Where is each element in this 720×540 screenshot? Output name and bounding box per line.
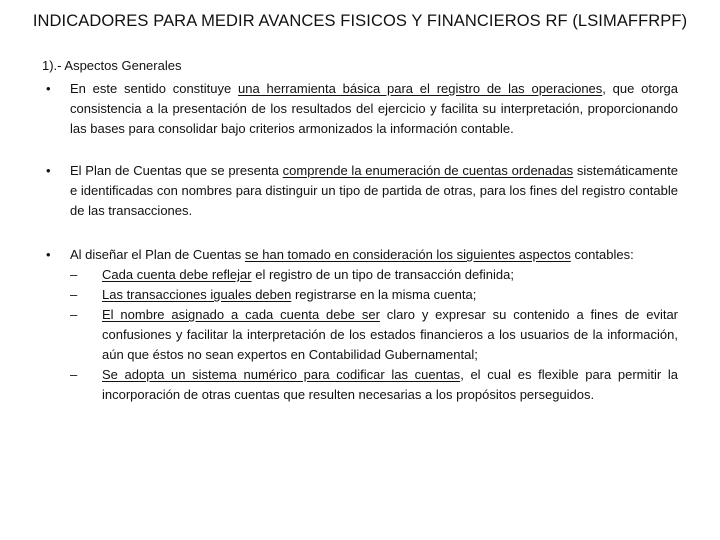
bullet-item-3 [42, 245, 678, 405]
text-run: El Plan de Cuentas que se presenta [70, 163, 283, 178]
text-run: contables: [570, 247, 634, 262]
underlined-text: una herramienta básica para el registro de las operaciones [238, 81, 603, 96]
text-run: Al diseñar el Plan de Cuentas [70, 247, 245, 262]
text-run: el registro de un tipo de transacción definida; [251, 267, 514, 282]
bullet-icon: • [46, 163, 51, 178]
text-run: claro y expresar su contenido a fines de evitar confusiones y facilitar la interpretación de los estados financieros a los usuarios de la información, aún que éstos no sean expertos en Contabilidad Gubernamental; [102, 307, 679, 362]
underlined-text: El nombre asignado a cada cuenta debe ser [102, 307, 380, 322]
bullet-icon: • [46, 247, 51, 262]
sub-list-item [70, 285, 678, 305]
bullet-text-3 [70, 245, 678, 265]
bullet-text-2 [70, 161, 678, 221]
dash-icon: – [70, 267, 78, 282]
dash-icon: – [70, 307, 78, 322]
text-run: registrarse en la misma cuenta; [291, 287, 477, 302]
text-run: En este sentido constituye [70, 81, 239, 96]
sub-list-item [70, 305, 678, 365]
dash-icon: – [70, 367, 78, 382]
page-title: INDICADORES PARA MEDIR AVANCES FISICOS Y FINANCIEROS RF (LSIMAFFRPF) [32, 12, 688, 30]
sub-list-item [70, 265, 678, 285]
underlined-text: Las transacciones iguales deben [102, 287, 292, 302]
sub-list-item [70, 365, 678, 405]
underlined-text: comprende la enumeración de cuentas ordenadas [282, 163, 574, 178]
text-run: , que otorga consistencia a la presentación de los resultados del ejercicio y facilita su interpretación, proporcionando las bases para consolidar bajo criterios armonizados la información contable. [70, 81, 679, 136]
section-heading: 1).- Aspectos Generales [42, 58, 182, 73]
underlined-text: se han tomado en consideración los siguientes aspectos [244, 247, 571, 262]
section-general-aspects [42, 56, 678, 405]
bullet-item-2 [42, 161, 678, 221]
underlined-text: Cada cuenta debe reflejar [102, 267, 252, 282]
dash-icon: – [70, 287, 78, 302]
bullet-text-1 [70, 79, 678, 139]
sub-list [70, 265, 678, 405]
underlined-text: Se adopta un sistema numérico para codificar las cuentas [102, 367, 461, 382]
bullet-icon: • [46, 81, 51, 96]
text-run: , el cual es flexible para permitir la incorporación de otras cuentas que resulten necesarias a los propósitos perseguidos. [102, 367, 679, 402]
bullet-item-1 [42, 79, 678, 139]
text-run: sistemáticamente e identificadas con nombres para distinguir un tipo de partida de otras, para los fines del registro contable de las transacciones. [70, 163, 678, 218]
